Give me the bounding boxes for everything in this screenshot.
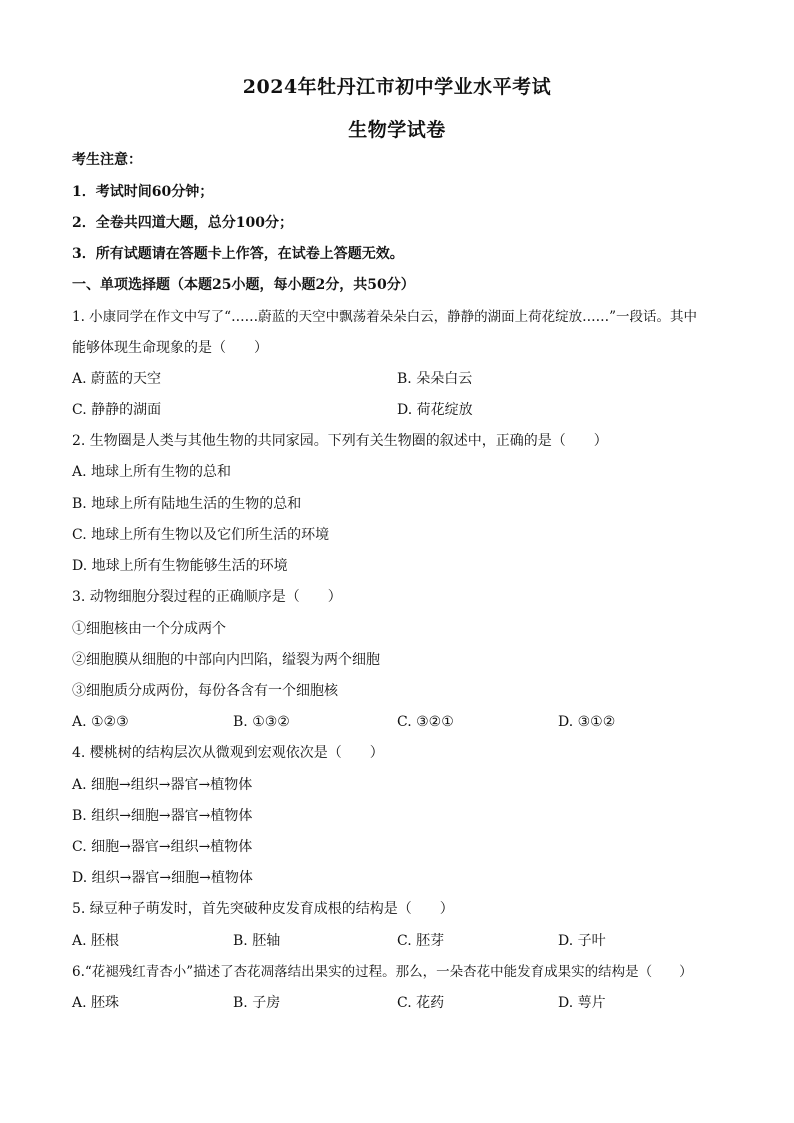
question-5-stem: 5. 绿豆种子萌发时，首先突破种皮发育成根的结构是（ ） [72, 901, 454, 917]
section-heading: 一、单项选择题（本题25小题，每小题2分，共50分） [72, 277, 415, 293]
question-4-option-a: A. 细胞→组织→器官→植物体 [72, 777, 253, 793]
question-2-option-a: A. 地球上所有生物的总和 [72, 464, 232, 480]
question-1-option-d: D. 荷花绽放 [397, 402, 473, 418]
question-1-option-b: B. 朵朵白云 [397, 371, 473, 387]
question-4-stem: 4. 樱桃树的结构层次从微观到宏观依次是（ ） [72, 745, 384, 761]
notice-item-3: 3．所有试题请在答题卡上作答，在试卷上答题无效。 [72, 246, 404, 262]
question-1-option-a: A. 蔚蓝的天空 [72, 371, 162, 387]
notice-item-2: 2．全卷共四道大题，总分100分； [72, 215, 293, 231]
question-3-statement-3: ③细胞质分成两份，每份各含有一个细胞核 [72, 683, 338, 699]
question-2-option-b: B. 地球上所有陆地生活的生物的总和 [72, 496, 302, 512]
question-4-option-d: D. 组织→器官→细胞→植物体 [72, 870, 253, 886]
question-3-statement-2: ②细胞膜从细胞的中部向内凹陷，缢裂为两个细胞 [72, 652, 380, 668]
question-2-option-d: D. 地球上所有生物能够生活的环境 [72, 558, 288, 574]
question-5-option-b: B. 胚轴 [233, 933, 281, 949]
question-5-option-c: C. 胚芽 [397, 933, 445, 949]
question-1-option-c: C. 静静的湖面 [72, 402, 162, 418]
question-3-statement-1: ①细胞核由一个分成两个 [72, 621, 226, 637]
question-3-stem: 3. 动物细胞分裂过程的正确顺序是（ ） [72, 589, 342, 605]
question-6-option-d: D. 萼片 [558, 995, 606, 1011]
question-6-option-a: A. 胚珠 [72, 995, 120, 1011]
question-4-option-c: C. 细胞→器官→组织→植物体 [72, 839, 253, 855]
notice-heading: 考生注意： [72, 152, 142, 168]
exam-title: 2024年牡丹江市初中学业水平考试 [242, 76, 552, 98]
question-6-option-c: C. 花药 [397, 995, 445, 1011]
question-4-option-b: B. 组织→细胞→器官→植物体 [72, 808, 253, 824]
question-2-stem: 2. 生物圈是人类与其他生物的共同家园。下列有关生物圈的叙述中，正确的是（ ） [72, 433, 608, 449]
question-3-option-c: C. ③②① [397, 714, 454, 730]
question-5-option-a: A. 胚根 [72, 933, 120, 949]
question-1-stem-line-2: 能够体现生命现象的是（ ） [72, 340, 268, 356]
question-1-stem-line-1: 1. 小康同学在作文中写了“……蔚蓝的天空中飘荡着朵朵白云，静静的湖面上荷花绽放……”一段话。其中 [72, 309, 697, 325]
question-6-stem: 6.“花褪残红青杏小”描述了杏花凋落结出果实的过程。那么，一朵杏花中能发育成果实的结构是（ ） [72, 964, 693, 980]
notice-item-1: 1．考试时间60分钟； [72, 184, 214, 200]
question-3-option-d: D. ③①② [558, 714, 616, 730]
question-6-option-b: B. 子房 [233, 995, 281, 1011]
question-2-option-c: C. 地球上所有生物以及它们所生活的环境 [72, 527, 330, 543]
exam-subtitle: 生物学试卷 [348, 119, 446, 141]
question-3-option-a: A. ①②③ [72, 714, 129, 730]
question-3-option-b: B. ①③② [233, 714, 290, 730]
question-5-option-d: D. 子叶 [558, 933, 606, 949]
